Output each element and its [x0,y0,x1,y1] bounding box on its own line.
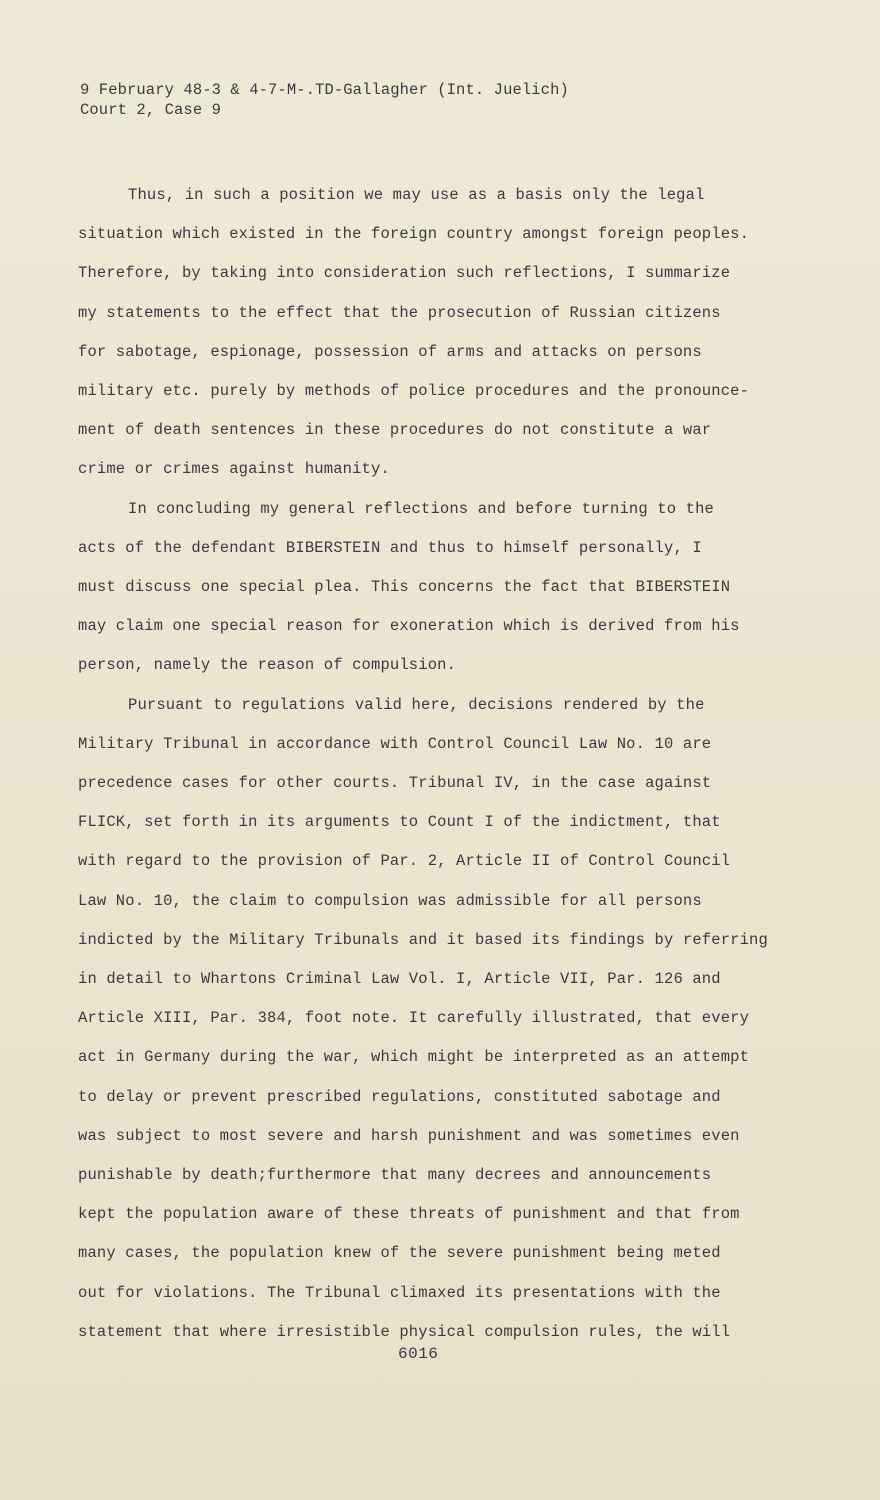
text-line: must discuss one special plea. This concerns the fact that BIBERSTEIN [78,578,731,597]
text-line: in detail to Whartons Criminal Law Vol. I, Article VII, Par. 126 and [78,970,721,989]
document-header [80,80,569,120]
text-line: person, namely the reason of compulsion. [78,656,457,675]
text-line: with regard to the provision of Par. 2, Article II of Control Council [78,852,731,871]
text-line: Article XIII, Par. 384, foot note. It carefully illustrated, that every [78,1009,750,1028]
text-line: kept the population aware of these threats of punishment and that from [78,1205,740,1224]
text-line: out for violations. The Tribunal climaxed its presentations with the [78,1283,721,1302]
body-text [78,176,798,1352]
header-court-line: Court 2, Case 9 [80,101,222,119]
text-line: precedence cases for other courts. Tribunal IV, in the case against [78,774,712,793]
text-line: my statements to the effect that the prosecution of Russian citizens [78,303,721,322]
text-line: acts of the defendant BIBERSTEIN and thus to himself personally, I [78,538,702,557]
text-line: punishable by death;furthermore that many decrees and announcements [78,1166,712,1185]
text-line: situation which existed in the foreign country amongst foreign peoples. [78,225,750,244]
text-line: for sabotage, espionage, possession of arms and attacks on persons [78,342,702,361]
text-line: indicted by the Military Tribunals and it based its findings by referring [78,930,768,949]
text-line: Military Tribunal in accordance with Control Council Law No. 10 are [78,734,712,753]
text-line: Therefore, by taking into consideration such reflections, I summarize [78,264,731,283]
text-line: was subject to most severe and harsh punishment and was sometimes even [78,1126,740,1145]
text-line: may claim one special reason for exoneration which is derived from his [78,617,740,636]
text-line: Law No. 10, the claim to compulsion was admissible for all persons [78,891,702,910]
text-line: ment of death sentences in these procedures do not constitute a war [78,421,712,440]
text-line: crime or crimes against humanity. [78,460,390,479]
text-line: Thus, in such a position we may use as a basis only the legal [128,186,705,204]
text-line: act in Germany during the war, which might be interpreted as an attempt [78,1048,750,1067]
text-line: In concluding my general reflections and before turning to the [128,499,714,518]
text-line: military etc. purely by methods of police procedures and the pronounce- [78,382,750,401]
text-line: Pursuant to regulations valid here, decisions rendered by the [128,695,705,714]
text-line: many cases, the population knew of the severe punishment being meted [78,1244,721,1263]
text-line: statement that where irresistible physical compulsion rules, the will [78,1322,731,1341]
header-date-line: 9 February 48-3 & 4-7-M-.TD-Gallagher (Int. Juelich) [80,81,569,99]
text-line: to delay or prevent prescribed regulations, constituted sabotage and [78,1087,721,1106]
page-number: 6016 [398,1345,439,1363]
text-line: FLICK, set forth in its arguments to Count I of the indictment, that [78,813,721,832]
